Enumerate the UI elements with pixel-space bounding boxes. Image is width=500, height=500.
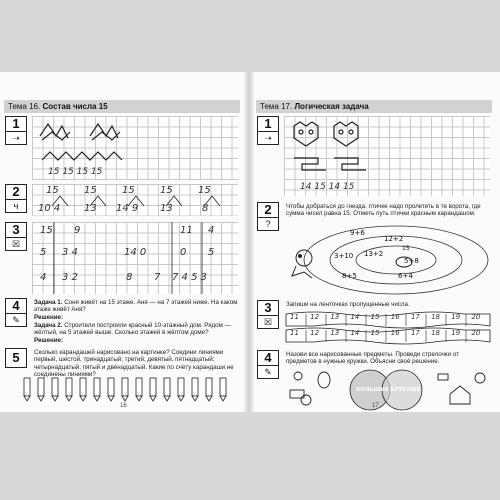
ribbon-2-n5: 15 — [370, 329, 380, 337]
sum-13-2: 13+2 — [364, 250, 384, 258]
sum-8-5: 8+5 — [342, 272, 357, 280]
exercise-1-answer: 15 15 15 15 — [48, 167, 103, 177]
table-r2-c4: 0 — [180, 247, 187, 258]
circle-big-label: БОЛЬШИЕ — [356, 387, 389, 393]
topic-word: Тема — [260, 102, 279, 111]
topic-number: 16. — [29, 102, 41, 111]
house-bottom-4: 13 — [160, 203, 173, 214]
exercise-4-badge — [257, 350, 279, 379]
table-r1-c4: 4 — [208, 225, 215, 236]
ribbon-2-n9: 19 — [451, 329, 461, 337]
sum-6-4: 6+4 — [398, 272, 413, 280]
exercise-number: 3 — [6, 223, 26, 238]
table-r3-c5: 7 4 5 3 — [172, 272, 207, 283]
left-page — [4, 72, 242, 412]
table-r2-c5: 5 — [208, 247, 215, 258]
arrow-icon: ➝ — [264, 133, 272, 143]
checkbox-icon: ☒ — [11, 239, 21, 249]
page-number: 17 — [372, 403, 379, 409]
nest-label: 15 — [402, 245, 410, 252]
exercise-2-badge — [5, 184, 27, 213]
faces-pattern-drawing — [290, 120, 400, 180]
ribbon-1-n3: 13 — [330, 313, 340, 321]
book-gutter — [244, 72, 254, 412]
solution-1-label: Решение: — [34, 314, 64, 321]
house-top-4: 15 — [160, 185, 173, 196]
exercise-5-text: Сколько карандашей нарисовано на картинке? Соедини линиями первый, шестой, тринадцатый; третий, девятый, пятнадцатый; четырнадцатый; пятый и двенадцатый. Какие по счёту карандаши не соединены линиями? — [34, 349, 234, 379]
house-top-5: 15 — [198, 185, 211, 196]
exercise-1-badge — [5, 116, 27, 145]
sum-3-10: 3+10 — [334, 252, 354, 260]
ribbon-2-numbers — [290, 329, 480, 337]
task-1-text: Соня живёт на 15 этаже. Аня — на 7 этажей ниже. На каком этаже живёт Аня? — [34, 299, 238, 314]
exercise-number: 3 — [258, 301, 278, 316]
house-top-1: 15 — [46, 185, 59, 196]
table-r1-c2: 9 — [74, 225, 81, 236]
topic-number: 17. — [281, 102, 293, 111]
task-2 — [34, 322, 238, 337]
table-r1-c1: 15 — [40, 225, 53, 236]
topic-word: Тема — [8, 102, 27, 111]
ribbon-1-n2: 12 — [310, 313, 320, 321]
ribbon-1-n4: 14 — [350, 313, 360, 321]
ribbon-1-numbers — [290, 313, 480, 321]
exercise-number: 4 — [6, 299, 26, 314]
house-bottom-5: 8 — [202, 203, 209, 214]
exercise-number: 5 — [12, 350, 20, 365]
table-r2-c2: 3 4 — [62, 247, 78, 258]
exercise-sub-label: ч — [13, 201, 19, 211]
ribbon-1-n7: 17 — [410, 313, 420, 321]
house-bottom-1: 10 4 — [38, 203, 61, 214]
task-2-label: Задача 2. — [34, 322, 63, 329]
ribbon-1-n5: 15 — [370, 313, 380, 321]
exercise-number: 1 — [6, 117, 26, 132]
right-page-header — [256, 100, 492, 113]
sum-12-2: 12+2 — [384, 235, 404, 243]
circle-round-label: КРУГЛЫЕ — [390, 387, 421, 393]
exercise-number: 4 — [258, 351, 278, 366]
exercise-number: 2 — [6, 185, 26, 200]
exercise-2-text: Чтобы добраться до гнезда, птичке надо пролететь в те ворота, где сумма чисел равна 15. Отметь путь птички красным карандашом. — [286, 203, 481, 218]
house-top-3: 15 — [122, 185, 135, 196]
ribbon-2-n4: 14 — [350, 329, 360, 337]
task-2-text: Строители построили красный 10-этажный дом. Рядом — жёлтый, на 5 этажей выше. Сколько этажей в жёлтом доме? — [34, 322, 231, 337]
ribbon-1-n9: 19 — [451, 313, 461, 321]
task-1 — [34, 299, 238, 314]
exercise-3-badge — [5, 222, 27, 251]
table-r3-c2: 3 2 — [62, 272, 78, 283]
sum-9-6: 9+6 — [350, 229, 365, 237]
topic-title: Логическая задача — [294, 102, 369, 111]
house-bottom-2: 13 — [84, 203, 97, 214]
checkbox-icon: ☒ — [263, 317, 273, 327]
ribbon-2-n2: 12 — [310, 329, 320, 337]
ribbon-2-n3: 13 — [330, 329, 340, 337]
ribbon-1-n8: 18 — [431, 313, 441, 321]
ribbon-1-n1: 11 — [290, 313, 299, 321]
ribbon-2-n10: 20 — [471, 329, 481, 337]
task-1-label: Задача 1. — [34, 299, 63, 306]
page-number: 16 — [120, 403, 127, 409]
house-top-2: 15 — [84, 185, 97, 196]
exercise-number: 1 — [258, 117, 278, 132]
exercise-number: 2 — [258, 203, 278, 218]
ribbon-2-n6: 16 — [390, 329, 400, 337]
pencils-row — [22, 374, 232, 402]
table-lines — [32, 222, 238, 294]
ribbon-2-n1: 11 — [290, 329, 299, 337]
ribbon-1-n10: 20 — [471, 313, 481, 321]
table-r1-c3: 11 — [180, 225, 193, 236]
topic-title: Состав числа 15 — [42, 102, 108, 111]
arrow-icon: ➝ — [12, 133, 20, 143]
table-r2-c1: 5 — [40, 247, 47, 258]
right-page — [256, 72, 494, 412]
exercise-5-badge — [5, 348, 27, 368]
question-icon: ? — [265, 219, 271, 229]
left-page-header — [4, 100, 240, 113]
exercise-4-text: Назови все нарисованные предметы. Проведи стрелочки от предметов в нужные кружки. Объясни своё решение. — [286, 351, 459, 366]
exercise-1-badge — [257, 116, 279, 145]
table-r3-c4: 7 — [154, 272, 161, 283]
exercise-1-answer: 14 15 14 15 — [300, 182, 355, 192]
table-r3-c3: 8 — [126, 272, 133, 283]
ribbon-2-n8: 18 — [431, 329, 441, 337]
bird-pattern-drawing — [38, 118, 158, 168]
pencil-icon: ✎ — [12, 315, 20, 325]
pencil-icon: ✎ — [264, 367, 272, 377]
exercise-3-badge — [257, 300, 279, 329]
solution-2-label: Решение: — [34, 337, 64, 344]
sum-5-8: 5+8 — [404, 257, 419, 265]
ribbon-1-n6: 16 — [390, 313, 400, 321]
house-bottom-3: 14 9 — [116, 203, 139, 214]
exercise-3-text: Запиши на ленточках пропущенные числа. — [286, 301, 410, 308]
table-r3-c1: 4 — [40, 272, 47, 283]
exercise-4-badge — [5, 298, 27, 327]
ribbon-2-n7: 17 — [410, 329, 420, 337]
table-r2-c3: 14 0 — [124, 247, 147, 258]
workbook-spread — [0, 72, 500, 412]
exercise-2-badge — [257, 202, 279, 231]
